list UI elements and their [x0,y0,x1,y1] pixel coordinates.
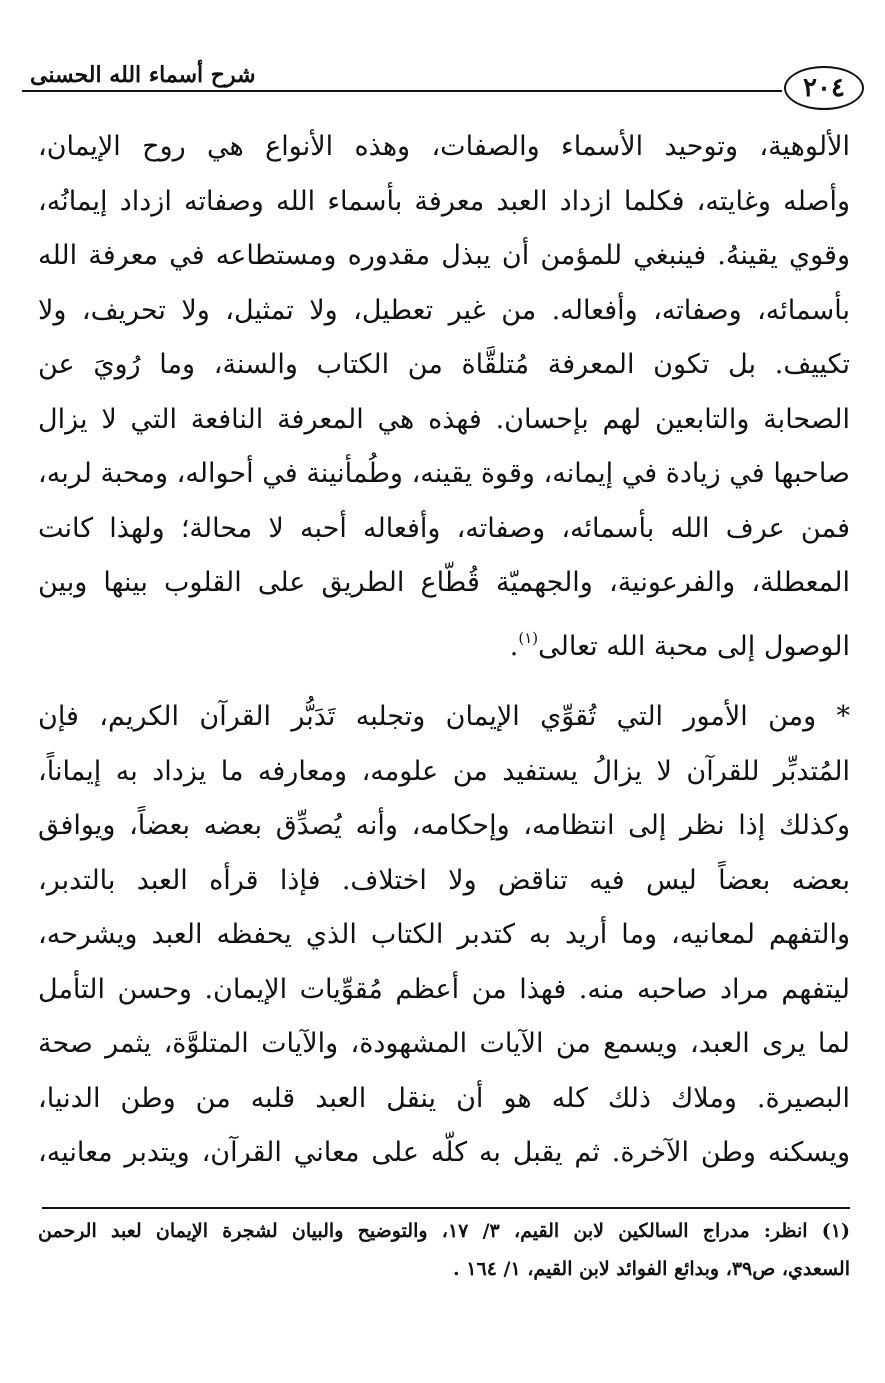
footnote [38,1212,850,1288]
text-line: بعضه بعضاً ليس فيه تناقض ولا اختلاف. فإذا قرأه العبد بالتدبر، [38,864,850,896]
text-line: الألوهية، وتوحيد الأسماء والصفات، وهذه الأنواع هي روح الإيمان، [38,131,850,162]
text-line: صاحبها في زيادة في إيمانه، وقوة يقينه، وطُمأنينة في أحواله، ومحبة لربه، [38,458,850,489]
paragraph-1 [38,120,850,674]
page-number: ٢٠٤ [784,66,864,110]
text-line: البصيرة. وملاك ذلك كله هو أن ينقل العبد قلبه من وطن الدنيا، [38,1082,850,1114]
page-header [22,52,864,114]
text-line: فمن عرف الله بأسمائه، وصفاته، وأفعاله أحبه لا محالة؛ ولهذا كانت [38,512,850,544]
footnote-line: (١) انظر: مدراج السالكين لابن القيم، ٣/ ١٧، والتوضيح والبيان لشجرة الإيمان لعبد الرحمن [38,1220,850,1242]
text-line: والتفهم لمعانيه، وما أريد به كتدبر الكتاب الذي يحفظه العبد ويشرحه، [38,919,850,950]
text-line: الصحابة والتابعين لهم بإحسان. فهذه هي المعرفة النافعة التي لا يزال [38,403,850,435]
last-line-end: . [509,630,519,662]
text-line: لما يرى العبد، ويسمع من الآيات المشهودة، والآيات المتلوَّة، يثمر صحة [38,1028,850,1059]
text-line: وأصله وغايته، فكلما ازداد العبد معرفة بأسماء الله وصفاته ازداد إيمانُه، [38,185,850,217]
main-text [38,120,850,1181]
text-line: ليتفهم مراد صاحبه منه. فهذا من أعظم مُقوِّيات الإيمان. وحسن التأمل [38,973,850,1005]
text-line: تكييف. بل تكون المعرفة مُتلقَّاة من الكتاب والسنة، وما رُويَ عن [38,349,850,380]
footnote-line: السعدي، ص٣٩، وبدائع الفوائد لابن القيم، ١/ ١٦٤ . [453,1258,850,1280]
text-line: وقوي يقينهُ. فينبغي للمؤمن أن يبذل مقدوره ومستطاعه في معرفة الله [38,240,850,271]
footnote-rule [42,1207,850,1209]
text-line: ويسكنه وطن الآخرة. ثم يقبل به كلّه على معاني القرآن، ويتدبر معانيه، [38,1137,850,1168]
paragraph-2 [38,690,850,1181]
header-rule [22,90,782,92]
running-title: شرح أسماء الله الحسنى [30,62,256,88]
text-line: وكذلك إذا نظر إلى انتظامه، وإحكامه، وأنه يُصدِّق بعضه بعضاً، ويوافق [38,810,850,841]
text-line: المُتدبِّر للقرآن لا يزالُ يستفيد من علومه، ومعارفه ما يزداد به إيماناً، [38,755,850,787]
text-line: المعطلة، والفرعونية، والجهميّة قُطّاع الطريق على القلوب بينها وبين [38,567,850,598]
last-line-text: الوصول إلى محبة الله تعالى [538,630,850,662]
text-line: بأسمائه، وصفاته، وأفعاله. من غير تعطيل، ولا تمثيل، ولا تحريف، ولا [38,294,850,326]
text-line-last [38,611,850,675]
footnote-marker: (١) [518,628,539,647]
text-line: * ومن الأمور التي تُقوِّي الإيمان وتجلبه تَدَبُّر القرآن الكريم، فإن [38,701,850,732]
